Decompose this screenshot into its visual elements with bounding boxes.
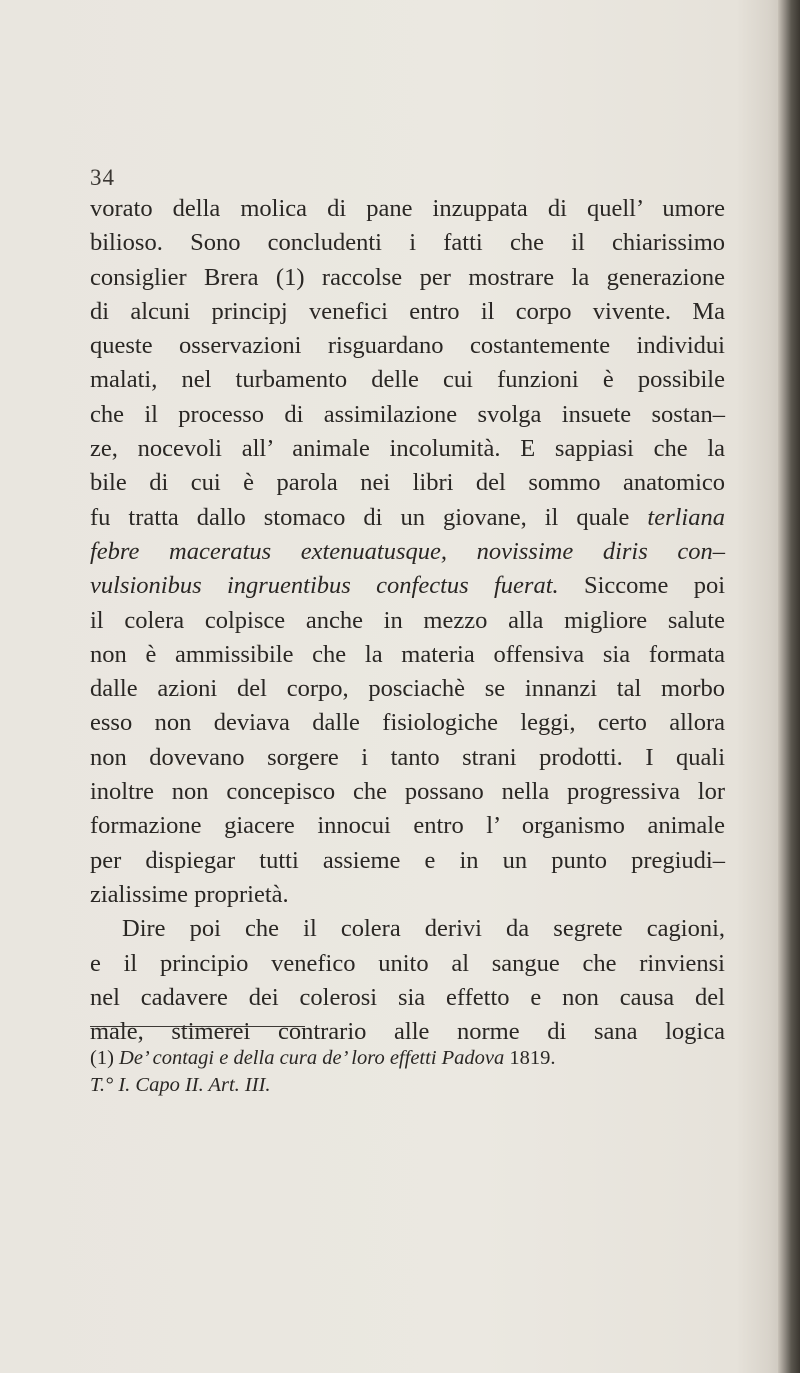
text-line	[90, 672, 725, 706]
text-line-main: di alcuni principj venefici entro il corpo vivente. Ma	[90, 297, 725, 325]
text-line-main: bile di cui è parola nei libri del sommo anatomico	[90, 469, 725, 497]
text-line	[90, 192, 725, 226]
text-line	[90, 226, 725, 260]
text-line	[90, 363, 725, 397]
text-line	[90, 329, 725, 363]
text-line-main: formazione giacere innocui entro l’ organismo animale	[90, 812, 725, 840]
text-line-main: per dispiegar tutti assieme e in un punto pregiudi–	[90, 846, 725, 874]
text-line	[90, 741, 725, 775]
text-line-main: queste osservazioni risguardano costantemente individui	[90, 332, 725, 360]
text-line	[90, 844, 725, 878]
text-line	[90, 947, 725, 981]
text-line	[90, 295, 725, 329]
text-line	[90, 261, 725, 295]
text-line	[90, 638, 725, 672]
footnote-line-1	[90, 1045, 730, 1072]
text-line	[90, 569, 725, 603]
footnote	[90, 1045, 730, 1099]
text-line-main: esso non deviava dalle fisiologiche leggi, certo allora	[90, 709, 725, 737]
text-line-main: nel cadavere dei colerosi sia effetto e non causa del	[90, 983, 725, 1011]
text-line-main: vulsionibus ingruentibus confectus fuerat.	[90, 572, 559, 600]
text-line-main: il colera colpisce anche in mezzo alla migliore salute	[90, 606, 725, 634]
book-binding-edge	[778, 0, 800, 1373]
text-line-main: non è ammissibile che la materia offensiva sia formata	[90, 640, 725, 668]
text-line	[90, 604, 725, 638]
text-line-italic-tail: terliana	[647, 503, 725, 531]
text-line-main: bilioso. Sono concludenti i fatti che il chiarissimo	[90, 229, 725, 257]
footnote-year: 1819.	[509, 1047, 556, 1069]
text-line-main: zialissime proprietà.	[90, 880, 289, 908]
text-line	[90, 535, 725, 569]
text-line-main: febre maceratus extenuatusque, novissime diris con–	[90, 537, 725, 565]
footnote-marker: (1)	[90, 1047, 114, 1069]
footnote-title: De’ contagi e della cura de’ loro effetti Padova	[119, 1047, 505, 1069]
text-line-main: consiglier Brera (1) raccolse per mostrare la generazione	[90, 263, 725, 291]
text-line-main: ze, nocevoli all’ animale incolumità. E sappiasi che la	[90, 435, 725, 463]
text-line	[90, 398, 725, 432]
text-line-main: Dire poi che il colera derivi da segrete cagioni,	[122, 915, 725, 943]
text-line-main: fu tratta dallo stomaco di un giovane, il quale	[90, 503, 630, 531]
text-line	[90, 775, 725, 809]
body-text	[90, 192, 725, 1049]
footnote-separator-rule	[90, 1026, 305, 1027]
text-line-main: malati, nel turbamento delle cui funzioni è possibile	[90, 366, 725, 394]
footnote-line-2: T.° I. Capo II. Art. III.	[90, 1074, 271, 1096]
text-line	[90, 432, 725, 466]
text-line	[90, 981, 725, 1015]
text-line-main: male, stimerei contrario alle norme di sana logica	[90, 1018, 725, 1046]
page-number: 34	[90, 165, 115, 190]
text-line	[90, 809, 725, 843]
text-line	[90, 501, 725, 535]
text-line-main: e il principio venefico unito al sangue che rinviensi	[90, 949, 725, 977]
text-line-main: non dovevano sorgere i tanto strani prodotti. I quali	[90, 743, 725, 771]
text-line	[90, 878, 725, 912]
text-line-main: che il processo di assimilazione svolga insuete sostan–	[90, 400, 725, 428]
text-line-main: inoltre non concepisco che possano nella progressiva lor	[90, 778, 725, 806]
text-line-main: vorato della molica di pane inzuppata di quell’ umore	[90, 195, 725, 222]
text-line	[90, 706, 725, 740]
text-line-plain-tail: Siccome poi	[584, 572, 726, 600]
text-line-main: dalle azioni del corpo, posciachè se innanzi tal morbo	[90, 675, 725, 703]
text-line	[90, 466, 725, 500]
text-line	[90, 912, 725, 946]
